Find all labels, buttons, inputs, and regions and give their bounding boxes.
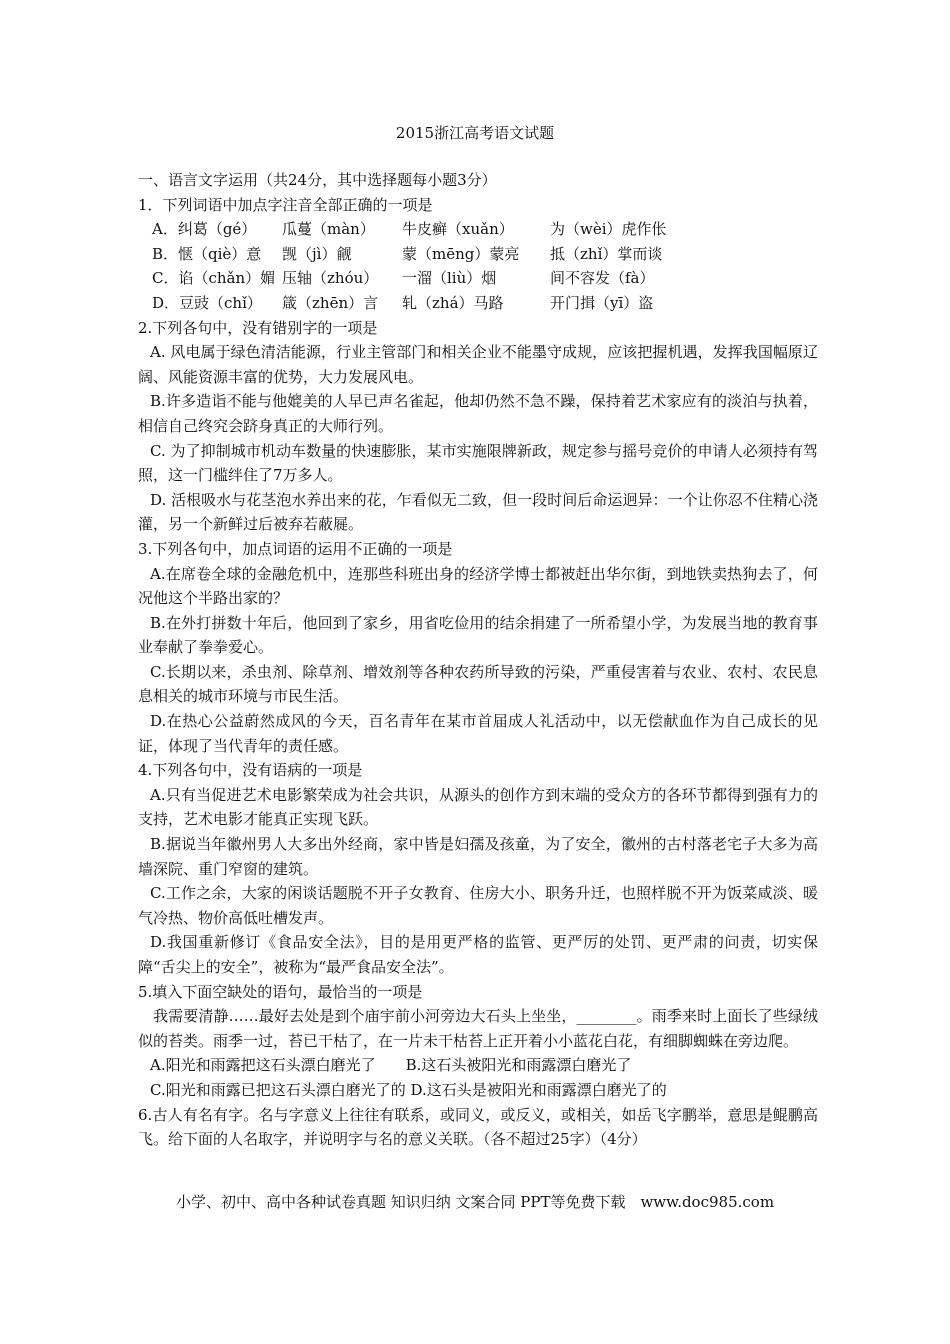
q5-stem: 5.填入下面空缺处的语句，最恰当的一项是 <box>138 982 423 1001</box>
q4-option-d: D.我国重新修订《食品安全法》，目的是用更严格的监管、更严厉的处罚、更严肃的问责，切实保障“舌尖上的安全”，被称为“最严食品安全法”。 <box>138 933 818 976</box>
section-heading: 一、语言文字运用（共24分，其中选择题每小题3分） <box>138 171 497 189</box>
q3-option-b: B.在外打拼数十年后，他回到了家乡，用省吃俭用的结余捐建了一所希望小学，为发展当地的教育事业奉献了拳拳爱心。 <box>138 613 818 657</box>
q1-c-1: C．谄（chǎn）媚 <box>152 269 276 288</box>
q5-options-row-1: A.阳光和雨露把这石头漂白磨光了 B.这石头被阳光和雨露漂白磨光了 <box>150 1056 632 1075</box>
q1-option-c <box>152 266 818 291</box>
q1-a-3: 牛皮癣（xuǎn） <box>402 220 514 239</box>
q1-c-2: 压轴（zhóu） <box>282 269 379 288</box>
q1-b-3: 蒙（mēng）蒙亮 <box>402 244 520 263</box>
q1-d-2: 箴（zhēn）言 <box>282 293 379 312</box>
page-title: 2015浙江高考语文试题 <box>395 124 555 142</box>
q4-option-c: C.工作之余，大家的闲谈话题脱不开子女教育、住房大小、职务升迁，也照样脱不开为饭菜咸淡、暖气冷热、物价高低吐槽发声。 <box>138 884 818 927</box>
q1-option-b <box>152 242 818 267</box>
q5-options-row-2: C.阳光和雨露已把这石头漂白磨光了的 D.这石头是被阳光和雨露漂白磨光了的 <box>150 1080 667 1099</box>
q1-b-2: 觊（jì）觎 <box>282 244 352 263</box>
q2-option-b: B.许多造诣不能与他媲美的人早已声名雀起，他却仍然不急不躁，保持着艺术家应有的淡泊与执着，相信自己终究会跻身真正的大师行列。 <box>138 392 818 435</box>
q6-stem: 6.古人有名有字。名与字意义上往往有联系，或同义，或反义，或相关，如岳飞字鹏举，意思是鲲鹏高飞。给下面的人名取字，并说明字与名的意义关联。（各不超过25字）（4分） <box>138 1105 818 1149</box>
q4-option-a: A.只有当促进艺术电影繁荣成为社会共识，从源头的创作方到末端的受众方的各环节都得到强有力的支持，艺术电影才能真正实现飞跃。 <box>138 785 818 829</box>
q4-option-b: B.据说当年徽州男人大多出外经商，家中皆是妇孺及孩童，为了安全，徽州的古村落老宅子大多为高墙深院、重门窄窗的建筑。 <box>138 835 818 878</box>
q1-b-4: 抵（zhǐ）掌而谈 <box>550 244 663 263</box>
q1-c-4: 间不容发（fà） <box>550 269 655 288</box>
exam-content <box>138 168 818 1152</box>
q1-d-1: D．豆豉（chǐ） <box>152 293 262 312</box>
q3-option-d: D.在热心公益蔚然成风的今天，百名青年在某市首届成人礼活动中，以无偿献血作为自己成长的见证，体现了当代青年的责任感。 <box>138 712 818 755</box>
q1-a-4: 为（wèi）虎作伥 <box>550 220 667 239</box>
q1-options <box>138 217 818 315</box>
q1-d-4: 开门揖（yī）盗 <box>550 293 654 312</box>
q1-c-3: 一溜（liù）烟 <box>402 269 497 288</box>
q1-option-d <box>152 291 818 316</box>
q3-stem: 3.下列各句中，加点词语的运用不正确的一项是 <box>138 539 453 558</box>
q1-b-1: B．惬（qiè）意 <box>152 244 262 263</box>
q1-stem: 1．下列词语中加点字注音全部正确的一项是 <box>138 195 433 214</box>
q2-stem: 2.下列各句中，没有错别字的一项是 <box>138 318 378 337</box>
q1-d-3: 轧（zhá）马路 <box>402 293 504 312</box>
q1-a-2: 瓜蔓（màn） <box>282 220 375 239</box>
q3-option-a: A.在席卷全球的金融危机中，连那些科班出身的经济学博士都被赶出华尔街，到地铁卖热狗去了，何况他这个半路出家的？ <box>138 564 818 608</box>
q1-option-a <box>152 217 818 242</box>
q2-option-a: A. 风电属于绿色清洁能源，行业主管部门和相关企业不能墨守成规，应该把握机遇，发挥我国幅原辽阔、风能资源丰富的优势，大力发展风电。 <box>138 343 818 386</box>
q1-a-1: A．纠葛（gé） <box>152 220 257 239</box>
q4-stem: 4.下列各句中，没有语病的一项是 <box>138 761 363 780</box>
q2-option-d: D. 活根吸水与花茎泡水养出来的花，乍看似无二致，但一段时间后命运迥异：一个让你忍不住精心浇灌，另一个新鲜过后被弃若蔽屣。 <box>138 490 818 534</box>
q5-passage: 我需要清静……最好去处是到个庙宇前小河旁边大石头上坐坐，________。雨季来时上面长了些绿绒似的苔类。雨季一过，苔已干枯了，在一片未干枯苔上正开着小小蓝花白花，有细脚蜘蛛在旁边爬。 <box>138 1007 818 1050</box>
q2-option-c: C. 为了抑制城市机动车数量的快速膨胀，某市实施限牌新政，规定参与摇号竞价的申请人必须持有驾照，这一门槛绊住了7万多人。 <box>138 441 818 485</box>
q3-option-c: C.长期以来，杀虫剂、除草剂、增效剂等各种农药所导致的污染，严重侵害着与农业、农村、农民息息相关的城市环境与市民生活。 <box>138 662 818 706</box>
footer-ad: 小学、初中、高中各种试卷真题 知识归纳 文案合同 PPT等免费下载 www.doc985.com <box>175 1193 775 1211</box>
